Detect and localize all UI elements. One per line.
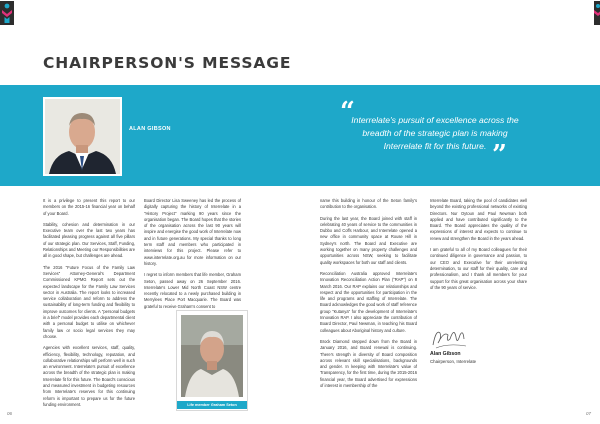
body-column — [43, 198, 135, 413]
quote-mark-icon: “ — [340, 97, 355, 127]
interrelate-logo-icon — [0, 1, 14, 25]
portrait-image — [45, 99, 120, 174]
paragraph: name this building in honour of the Seton family's contribution to the organisation. — [320, 198, 417, 210]
interrelate-logo-icon — [594, 1, 600, 25]
handwritten-signature — [430, 323, 470, 353]
paragraph: Stability, cohesion and determination in our Executive team over the last two years has facilitated pleasing progress against all five pillars of our strategic plan. Our Services, Staff, Funding, Relationships and Meeting our Responsibilities are all in good shape, but challenges are ahead. — [43, 221, 135, 259]
paragraph: Interrelate Board, taking the pool of candidates well beyond the existing professional networks of existing Directors. Nur Oytoun and Paul Newman both applied and have contributed significantly to the Board. The Board appreciates the quality of the expressions of interest and expects to continue to renew and strengthen the Board in the years ahead. — [430, 198, 527, 241]
signoff-role: Chairperson, Interrelate — [430, 359, 477, 364]
body-column — [320, 198, 417, 394]
body-column — [144, 198, 241, 315]
chairperson-photo — [43, 97, 122, 176]
graham-seton-portrait — [181, 315, 243, 397]
signoff-name: Alan Gibson — [430, 351, 461, 357]
quote-mark-icon: ” — [492, 140, 507, 170]
paragraph: I am grateful to all of my Board colleagues for their continued diligence in governance and passion, to our CEO and Executive for their unrelenting determination, to our staff for their quality, care and professionalism, and I thank all members for your support for this great organisation across your share of the 90 years of service. — [430, 247, 527, 290]
page-title: CHAIRPERSON'S MESSAGE — [43, 54, 292, 72]
inset-photo — [176, 310, 248, 411]
paragraph: The 2016 "Future Focus of the Family Law Services" Attorney-General's Department Commissioned KPMG Report sets out the expected landscape for the Family Law Services sector in Australia. The report looks to increased service collaboration and reform to address the sustainability of long-term funding and flexibility to improve outcomes for clients. A "personal budgets in a brief" model provides each departmental client with a personal budget to utilise on whichever family law or socio legal services they may choose. — [43, 264, 135, 339]
body-column — [430, 198, 527, 296]
inset-caption: Life member Graham Seton — [177, 401, 247, 409]
paragraph: Board Director Lisa Sweeney has led the process of digitally capturing the history of Interrelate in a "History Project" marking 90 years since the organisation began. The Board hopes that the stories of the organisation across the last 90 years will inspire and energise the good work of Interrelate now and in future generations. My special thanks to long term staff and members who participated in interviews for this project. Please refer to www.interrelate.org.au for more information on our history. — [144, 198, 241, 266]
photo-caption: ALAN GIBSON — [129, 126, 171, 132]
page-number: 07 — [586, 411, 592, 416]
paragraph: Brock Diamond stepped down from the Board in January 2016, and Board renewal is continuing. There's strength in diversity of Board composition across relevant skill specialisations, backgrounds and gender. In keeping with Interrelate's value of Transparency, for the first time, during the 2015-2016 financial year, the Board advertised for expressions of interest in membership of the — [320, 338, 417, 389]
pull-quote: Interrelate's pursuit of excellence across the breadth of the strategic plan is making Interrelate fit for this future. — [351, 115, 519, 151]
paragraph: It is a privilege to present this report to our members on the 2015-16 financial year on behalf of your Board. — [43, 198, 135, 216]
paragraph: Reconciliation Australia approved Interrelate's Innovation Reconciliation Action Plan ("RAP") on 8 March 2016. Our RAP explains our relationships and respect and the opportunities for participation in the life and programs and staffing of Interrelate. The Board acknowledges the good work of staff reference group "Kutanya" for the development of Interrelate's Innovation RAP. I also appreciate the contribution of Board Director, Paul Newman, in teaching his Board colleagues about Aboriginal history and culture. — [320, 270, 417, 333]
page-number: 06 — [7, 411, 13, 416]
paragraph: I regret to inform members that life member, Graham Seton, passed away on 26 September 2016. Interrelate's Lower Mid North Coast NSW centre recently relocated to a newly purchased building in Merrylees Place Port Macquarie. The Board was grateful to receive Graham's consent to — [144, 272, 241, 309]
paragraph: Agencies with excellent services, staff, quality, efficiency, flexibility, technology, reputation, and collaborative relationships will perform well in such an environment. Interrelate's pursuit of excellence across the breadth of the strategic plan is making Interrelate fit for this future. The Board's conscious and measured investment in budgeting resources from Interrelate's reserves for this continuing reform is important to prepare us for the future funding environment. — [43, 345, 135, 407]
paragraph: During the last year, the Board joined with staff in celebrating 40 years of service to the communities in Dubbo and Coffs Harbour, and Interrelate opened a new office in community space at Rouse Hill in Sydney's north. The Board and Executive are working together on many property challenges and opportunities across NSW, seeking to facilitate quality workspaces for both our staff and clients. — [320, 215, 417, 265]
